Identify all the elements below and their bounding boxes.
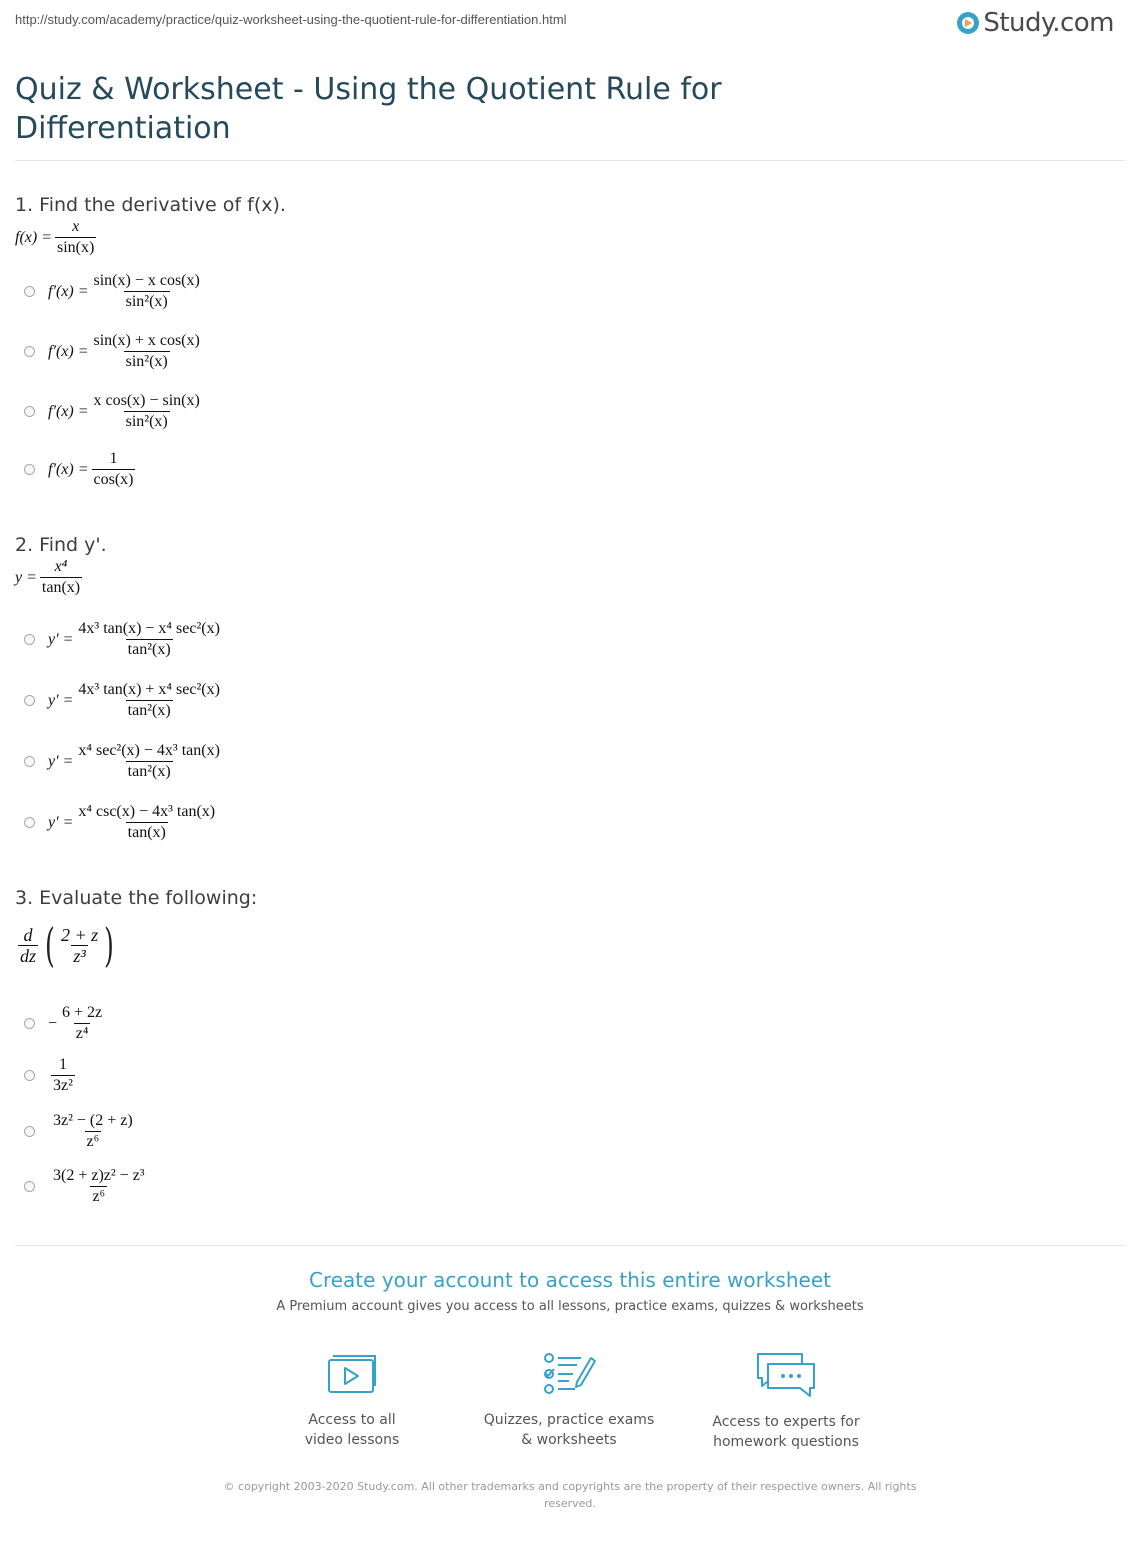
radio-button[interactable]: [24, 756, 35, 767]
stem-denominator: sin(x): [57, 239, 95, 256]
left-paren: (: [45, 918, 55, 972]
copyright-notice: © copyright 2003-2020 Study.com. All other trademarks and copyrights are the property of their respective owners. All rights reserved.: [223, 1480, 917, 1510]
stem-lhs: y =: [15, 568, 37, 586]
option-denominator: sin²(x): [125, 353, 168, 370]
stem-denominator: tan(x): [41, 579, 81, 596]
option-fraction: [51, 1112, 135, 1151]
option-fraction: [60, 1004, 104, 1043]
option-numerator: sin(x) − x cos(x): [93, 272, 200, 289]
radio-button[interactable]: [24, 346, 35, 357]
option-denominator: tan²(x): [127, 641, 171, 658]
option-lhs: y′ =: [48, 691, 74, 709]
q3-option-a[interactable]: [24, 1004, 107, 1043]
stem-numerator: 2 + z: [60, 924, 99, 945]
feature-label: Access to all video lessons: [304, 1412, 400, 1448]
radio-button[interactable]: [24, 464, 35, 475]
q1-option-d[interactable]: [24, 450, 138, 489]
video-lesson-icon: [326, 1352, 378, 1396]
option-denominator: sin²(x): [125, 293, 168, 310]
radio-button[interactable]: [24, 634, 35, 645]
option-fraction: [76, 620, 221, 659]
option-denominator: 3z²: [53, 1077, 73, 1094]
title-divider: [15, 160, 1125, 161]
question-3-title: 3. Evaluate the following:: [15, 887, 258, 909]
page-url: http://study.com/academy/practice/quiz-worksheet-using-the-quotient-rule-for-differentiation.html: [15, 12, 567, 27]
question-2-stem: [15, 558, 85, 597]
logo-text: Study.com: [983, 8, 1114, 38]
d-numerator: d: [23, 924, 33, 945]
option-numerator: 4x³ tan(x) − x⁴ sec²(x): [78, 620, 220, 637]
option-fraction: [51, 1056, 75, 1095]
option-numerator: 1: [58, 1056, 67, 1073]
cta-subtitle: A Premium account gives you access to all lessons, practice exams, quizzes & worksheets: [276, 1299, 864, 1314]
d-denominator: dz: [20, 945, 37, 966]
study-play-icon: [957, 12, 979, 34]
stem-denominator: z³: [73, 945, 86, 966]
study-logo[interactable]: [957, 8, 1114, 38]
option-denominator: sin²(x): [125, 413, 168, 430]
cta-divider: [15, 1245, 1125, 1246]
radio-button[interactable]: [24, 695, 35, 706]
q2-option-a[interactable]: [24, 620, 225, 659]
radio-button[interactable]: [24, 1018, 35, 1029]
question-1-stem: [15, 218, 99, 257]
option-fraction: [92, 332, 202, 371]
option-fraction: [76, 742, 221, 781]
question-2-title: 2. Find y'.: [15, 534, 107, 556]
option-denominator: z⁶: [86, 1133, 100, 1150]
radio-button[interactable]: [24, 1070, 35, 1081]
option-sign: −: [48, 1014, 58, 1032]
feature-label: Access to experts for homework questions: [712, 1414, 860, 1450]
q1-option-b[interactable]: [24, 332, 205, 371]
option-fraction: [51, 1167, 147, 1206]
option-lhs: f′(x) =: [48, 402, 89, 420]
option-numerator: 4x³ tan(x) + x⁴ sec²(x): [78, 681, 220, 698]
q3-option-c[interactable]: [24, 1112, 138, 1151]
stem-fraction: [55, 218, 96, 257]
option-numerator: 6 + 2z: [62, 1004, 103, 1021]
option-lhs: f′(x) =: [48, 460, 89, 478]
option-numerator: x⁴ sec²(x) − 4x³ tan(x): [78, 742, 220, 759]
option-denominator: tan²(x): [127, 763, 171, 780]
option-denominator: z⁶: [92, 1188, 106, 1205]
option-fraction: [76, 803, 217, 842]
radio-button[interactable]: [24, 1126, 35, 1137]
q3-option-d[interactable]: [24, 1167, 150, 1206]
q2-option-c[interactable]: [24, 742, 225, 781]
option-fraction: [92, 450, 136, 489]
quiz-checklist-icon: [541, 1352, 597, 1396]
radio-button[interactable]: [24, 1181, 35, 1192]
radio-button[interactable]: [24, 817, 35, 828]
feature-quizzes: [469, 1352, 669, 1450]
option-fraction: [92, 272, 202, 311]
option-denominator: tan²(x): [127, 702, 171, 719]
question-3-stem: [15, 918, 118, 972]
option-numerator: sin(x) + x cos(x): [93, 332, 200, 349]
chat-bubbles-icon: [754, 1352, 818, 1398]
option-lhs: y′ =: [48, 752, 74, 770]
feature-video-lessons: [252, 1352, 452, 1450]
option-denominator: cos(x): [93, 471, 134, 488]
option-denominator: z⁴: [75, 1025, 89, 1042]
radio-button[interactable]: [24, 286, 35, 297]
option-numerator: 3(2 + z)z² − z³: [53, 1167, 145, 1184]
q3-option-b[interactable]: [24, 1056, 78, 1095]
option-numerator: 1: [109, 450, 118, 467]
q1-option-a[interactable]: [24, 272, 205, 311]
page-title: Quiz & Worksheet - Using the Quotient Rule for Differentiation: [15, 72, 722, 146]
option-fraction: [92, 392, 202, 431]
radio-button[interactable]: [24, 406, 35, 417]
stem-fraction: [59, 926, 100, 965]
option-lhs: f′(x) =: [48, 282, 89, 300]
option-numerator: 3z² − (2 + z): [53, 1112, 133, 1129]
create-account-link[interactable]: Create your account to access this entire worksheet: [309, 1268, 831, 1292]
option-numerator: x⁴ csc(x) − 4x³ tan(x): [78, 803, 216, 820]
stem-numerator: x⁴: [54, 558, 68, 575]
option-numerator: x cos(x) − sin(x): [93, 392, 200, 409]
stem-lhs: f(x) =: [15, 228, 52, 246]
option-denominator: tan(x): [127, 824, 166, 841]
derivative-operator: [18, 926, 38, 965]
right-paren: ): [104, 918, 115, 972]
stem-numerator: x: [72, 218, 80, 235]
feature-label: Quizzes, practice exams & worksheets: [483, 1412, 655, 1448]
q2-option-d[interactable]: [24, 803, 220, 842]
option-fraction: [76, 681, 221, 720]
feature-experts: [686, 1352, 886, 1452]
q1-option-c[interactable]: [24, 392, 205, 431]
option-lhs: y′ =: [48, 630, 74, 648]
option-lhs: y′ =: [48, 813, 74, 831]
question-1-title: 1. Find the derivative of f(x).: [15, 194, 286, 216]
option-lhs: f′(x) =: [48, 342, 89, 360]
stem-fraction: [40, 558, 82, 597]
q2-option-b[interactable]: [24, 681, 225, 720]
